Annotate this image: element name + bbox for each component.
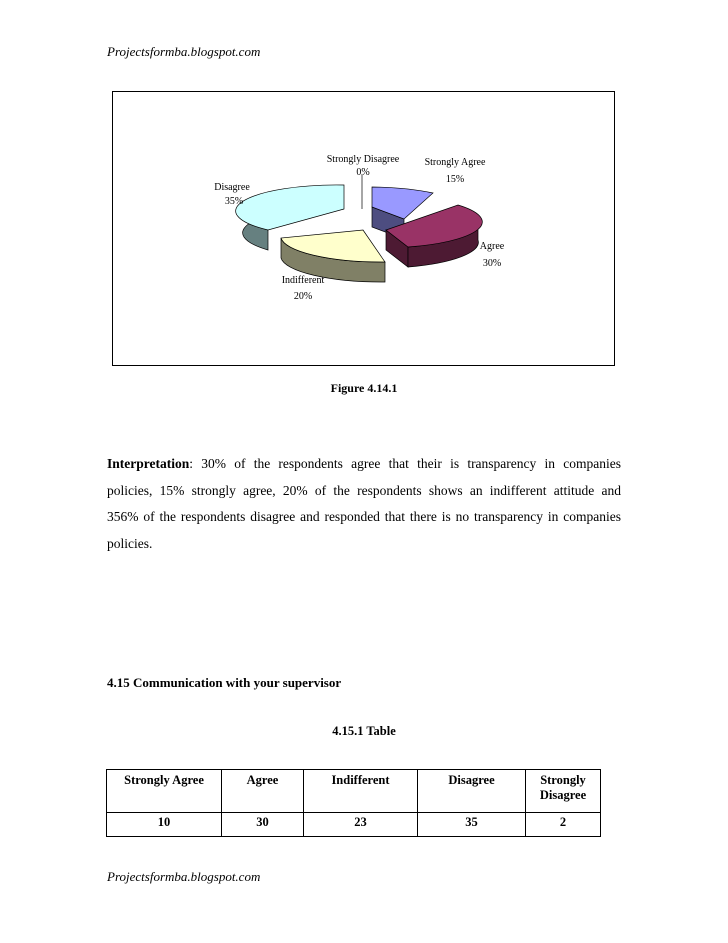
header-strongly-agree: Strongly Agree <box>107 770 222 813</box>
interpretation-text: : 30% of the respondents agree that their is transparency in companies policies, 15% strongly agree, 20% of the respondents shows an indifferent attitude and 356% of the respondents disagree and responded that there is no transparency in companies policies. <box>107 456 621 551</box>
value-indifferent: 20% <box>293 291 313 302</box>
label-agree: Agree <box>479 241 505 252</box>
cell-strongly-agree: 10 <box>107 813 222 837</box>
header-agree: Agree <box>222 770 304 813</box>
pie-chart-frame <box>112 91 615 366</box>
interpretation-lead: Interpretation <box>107 456 190 471</box>
label-disagree: Disagree <box>214 182 250 193</box>
page-footer: Projectsformba.blogspot.com <box>107 869 261 884</box>
cell-agree: 30 <box>222 813 304 837</box>
cell-disagree: 35 <box>418 813 526 837</box>
table-caption: 4.15.1 Table <box>332 724 396 738</box>
table-row <box>107 813 601 837</box>
page-header: Projectsformba.blogspot.com <box>107 44 261 59</box>
label-strongly-agree: Strongly Agree <box>424 157 486 168</box>
table-header-row <box>107 770 601 813</box>
cell-strongly-disagree: 2 <box>526 813 601 837</box>
label-indifferent: Indifferent <box>281 275 325 286</box>
label-strongly-disagree: Strongly Disagree <box>326 154 400 165</box>
header-disagree: Disagree <box>418 770 526 813</box>
section-heading: 4.15 Communication with your supervisor <box>107 675 342 690</box>
value-strongly-disagree: 0% <box>356 167 370 178</box>
interpretation-paragraph <box>107 451 621 557</box>
header-indifferent: Indifferent <box>304 770 418 813</box>
value-disagree: 35% <box>224 196 244 207</box>
pie-chart <box>113 92 616 367</box>
value-strongly-agree: 15% <box>445 174 465 185</box>
figure-caption: Figure 4.14.1 <box>330 381 398 395</box>
header-strongly-disagree: Strongly Disagree <box>526 770 601 813</box>
cell-indifferent: 23 <box>304 813 418 837</box>
pie-slice-disagree-top <box>236 185 344 230</box>
value-agree: 30% <box>482 258 502 269</box>
response-table <box>106 769 601 837</box>
